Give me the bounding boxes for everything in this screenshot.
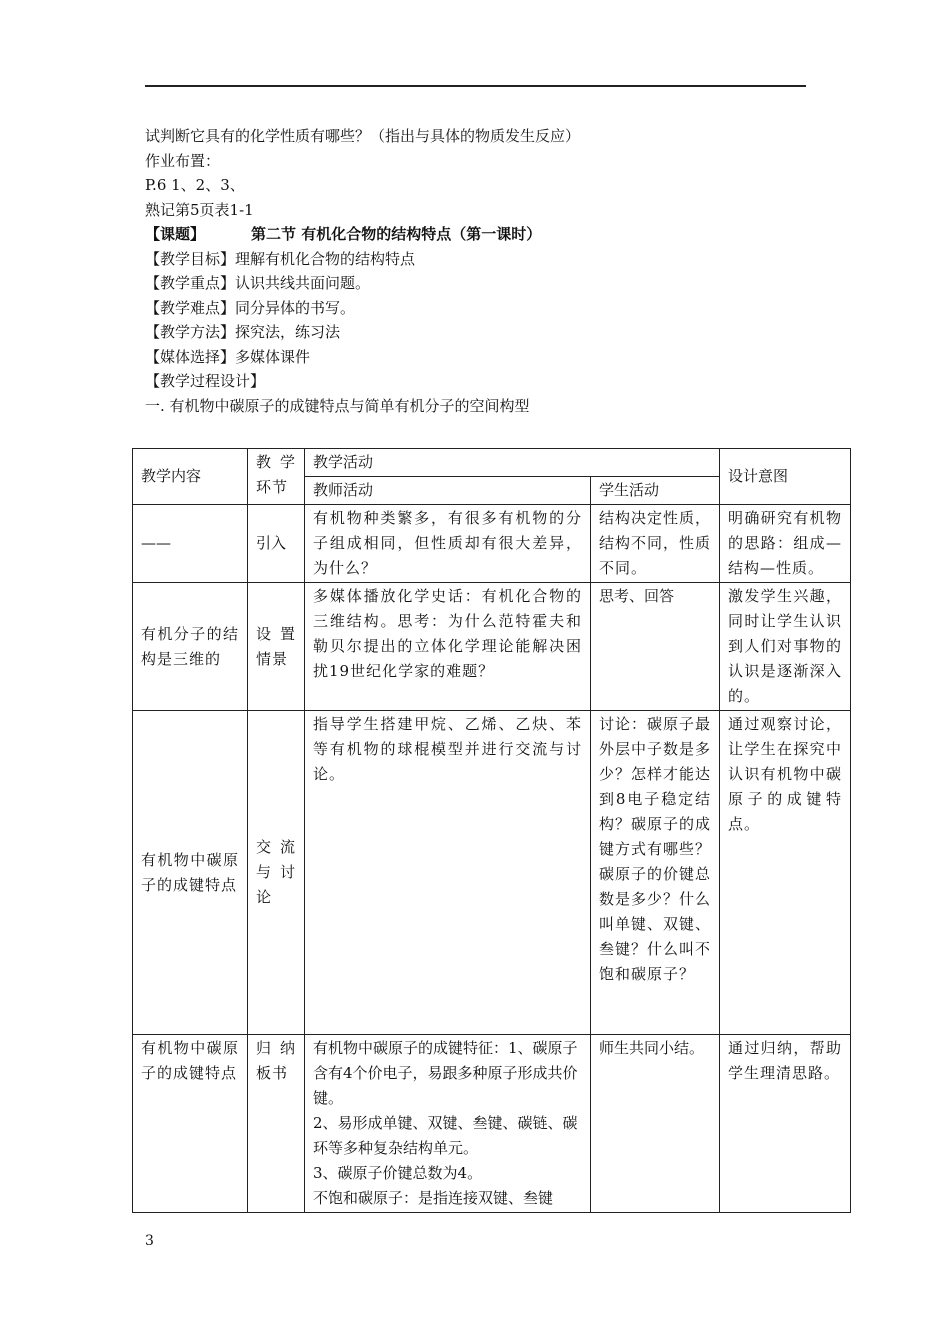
row-teacher-activity: [305, 1035, 591, 1213]
teaching-difficulty: 【教学难点】同分异体的书写。: [145, 298, 356, 317]
bonding-feature-1: 有机物中碳原子的成键特征：1、碳原子含有4个价电子，易跟多种原子形成共价键。: [313, 1039, 578, 1107]
row-content: 有机分子的结构是三维的: [133, 583, 248, 711]
row-stage: 引入: [248, 505, 305, 583]
row-content: 有机物中碳原子的成键特点: [133, 711, 248, 1035]
row-teacher-activity: 多媒体播放化学史话：有机化合物的三维结构。思考：为什么范特霍夫和勒贝尔提出的立体化学理论能解决困扰19世纪化学家的难题？: [305, 583, 591, 711]
row-content: ——: [133, 505, 248, 583]
header-teacher: 教师活动: [305, 477, 591, 505]
body-text: [145, 124, 845, 418]
bonding-feature-3: 3、碳原子价键总数为4。: [313, 1164, 483, 1182]
header-student: 学生活动: [591, 477, 720, 505]
teaching-method: 【教学方法】探究法，练习法: [145, 323, 341, 341]
homework-exercises: P.6 1、2、3、: [145, 176, 245, 194]
header-activity: 教学活动: [305, 449, 720, 477]
media-choice: 【媒体选择】多媒体课件: [145, 347, 311, 366]
table-row: [133, 583, 851, 711]
row-teacher-activity: 有机物种类繁多，有很多有机物的分子组成相同，但性质却有很大差异，为什么？: [305, 505, 591, 583]
row-content: 有机物中碳原子的成键特点: [133, 1035, 248, 1213]
row-intent: 通过观察讨论，让学生在探究中认识有机物中碳原子的成键特点。: [720, 711, 851, 1035]
header-intent: 设计意图: [720, 449, 851, 505]
bonding-feature-2: 2、易形成单键、双键、叁键、碳链、碳环等多种复杂结构单元。: [313, 1114, 578, 1157]
row-intent: 明确研究有机物的思路：组成—结构—性质。: [720, 505, 851, 583]
row-student-activity: 师生共同小结。: [591, 1035, 720, 1213]
unsaturated-carbon-definition: 不饱和碳原子：是指连接双键、叁键: [313, 1189, 554, 1207]
question-line: 试判断它具有的化学性质有哪些？（指出与具体的物质发生反应）: [145, 127, 581, 145]
page-number: 3: [145, 1233, 154, 1249]
teaching-goal: 【教学目标】理解有机化合物的结构特点: [145, 249, 416, 268]
row-student-activity: 结构决定性质，结构不同，性质不同。: [591, 505, 720, 583]
process-design: 【教学过程设计】: [145, 372, 266, 390]
teaching-focus: 【教学重点】认识共线共面问题。: [145, 274, 371, 292]
table-row: [133, 711, 851, 1035]
row-intent: 通过归纳，帮助学生理清思路。: [720, 1035, 851, 1213]
table-row: [133, 505, 851, 583]
lesson-plan-table: [132, 448, 851, 1213]
row-stage: 交 流 与 讨 论: [248, 711, 305, 1035]
lesson-title-label: 【课题】: [145, 225, 206, 243]
homework-memorize: 熟记第5页表1-1: [145, 200, 254, 219]
header-stage: 教 学 环节: [248, 449, 305, 505]
table-row: [133, 1035, 851, 1213]
lesson-title: [145, 222, 845, 247]
table-header-row: [133, 449, 851, 477]
row-intent: 激发学生兴趣，同时让学生认识到人们对事物的认识是逐渐深入的。: [720, 583, 851, 711]
row-stage: 设 置 情景: [248, 583, 305, 711]
row-teacher-activity: 指导学生搭建甲烷、乙烯、乙炔、苯等有机物的球棍模型并进行交流与讨论。: [305, 711, 591, 1035]
homework-heading: 作业布置：: [145, 151, 221, 170]
header-content: 教学内容: [133, 449, 248, 505]
header-rule: [145, 85, 806, 87]
row-student-activity: 讨论：碳原子最外层中子数是多少？怎样才能达到8电子稳定结构？碳原子的成键方式有哪些？碳原子的价键总数是多少？什么叫单键、双键、叁键？什么叫不饱和碳原子？: [591, 711, 720, 1035]
section-heading: 一. 有机物中碳原子的成键特点与简单有机分子的空间构型: [145, 396, 530, 415]
row-stage: 归 纳 板书: [248, 1035, 305, 1213]
lesson-title-text: 第二节 有机化合物的结构特点（第一课时）: [251, 225, 542, 243]
row-student-activity: 思考、回答: [591, 583, 720, 711]
